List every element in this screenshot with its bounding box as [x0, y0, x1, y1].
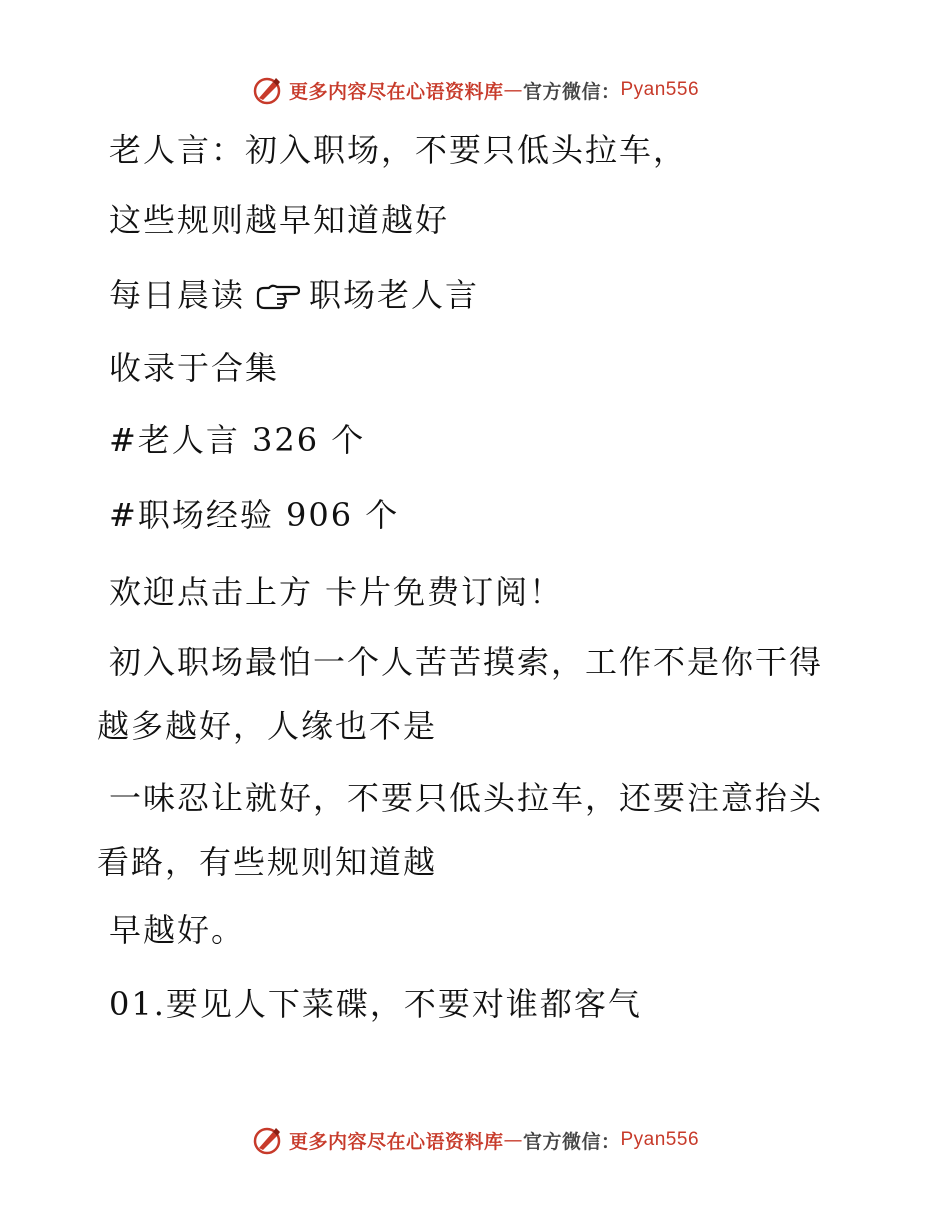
banner-dash: —	[503, 79, 523, 101]
tag-laorenyan[interactable]: #老人言 326 个	[109, 421, 366, 459]
pen-nib-logo-icon	[251, 74, 283, 106]
pointing-hand-icon	[255, 282, 301, 310]
daily-prefix: 每日晨读	[109, 276, 246, 314]
article-title-line-1: 老人言：初入职场，不要只低头拉车，	[109, 131, 688, 169]
banner-wechat-id: Pyan556	[620, 1129, 700, 1150]
banner-dash: —	[503, 1129, 523, 1151]
daily-suffix: 职场老人言	[309, 276, 480, 314]
banner-official-label: 官方微信：	[522, 80, 621, 103]
banner-wechat-id: Pyan556	[620, 79, 700, 100]
article-title-line-2: 这些规则越早知道越好	[109, 201, 450, 239]
daily-reading-line	[97, 275, 849, 315]
paragraph-3: 早越好。	[109, 911, 246, 949]
header-banner	[0, 70, 950, 110]
footer-banner	[0, 1120, 950, 1160]
section-heading-01: 01.要见人下菜碟，不要对谁都客气	[109, 985, 642, 1023]
banner-brand: 更多内容尽在心语资料库	[288, 1130, 504, 1153]
banner-official-label: 官方微信：	[522, 1130, 621, 1153]
tag-zhichang-jingyan[interactable]: #职场经验 906 个	[109, 496, 400, 534]
paragraph-1: 初入职场最怕一个人苦苦摸索，工作不是你干得越多越好，人缘也不是	[97, 643, 824, 745]
pen-nib-logo-icon	[251, 1124, 283, 1156]
banner-brand: 更多内容尽在心语资料库	[288, 80, 504, 103]
subscribe-prompt: 欢迎点击上方 卡片免费订阅！	[109, 573, 564, 611]
collection-label: 收录于合集	[109, 349, 280, 387]
paragraph-2: 一味忍让就好，不要只低头拉车，还要注意抬头看路，有些规则知道越	[97, 779, 824, 881]
